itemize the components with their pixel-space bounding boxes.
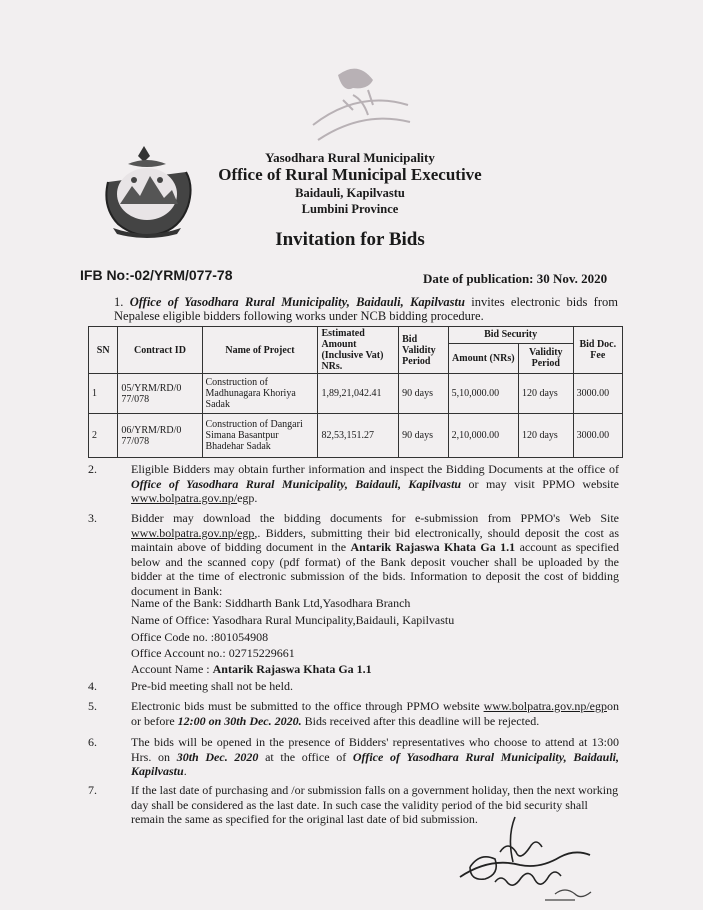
ppmo-link[interactable]: www.bolpatra.gov.np/ (131, 491, 238, 505)
paragraph-number: 1. (114, 295, 124, 309)
paragraph-text: Electronic bids must be submitted to the office through PPMO website (131, 699, 484, 713)
paragraph-5 (131, 699, 619, 728)
paragraph-text: on or before (131, 699, 619, 728)
table-row (89, 374, 623, 414)
bank-name: Name of the Bank: Siddharth Bank Ltd,Yasodhara Branch (131, 596, 411, 610)
cell-project: Construction of Dangari Simana Basantpur Bhadehar Sadak (202, 414, 318, 458)
office-name: Office of Rural Municipal Executive (218, 165, 482, 184)
col-header-bid-security: Bid Security (448, 327, 573, 344)
cell-security-amount: 5,10,000.00 (448, 374, 518, 414)
paragraph-text: egp. (237, 491, 258, 505)
col-header-validity: Bid Validity Period (399, 327, 448, 374)
account-name (131, 662, 372, 677)
publication-date-value: 30 Nov. 2020 (536, 271, 608, 286)
office-reference: Office of Yasodhara Rural Municipality, Baidauli, Kapilvastu (131, 749, 619, 778)
cell-security-amount: 2,10,000.00 (448, 414, 518, 458)
paragraph-text: Eligible Bidders may obtain further information and inspect the Bidding Documents at the office of (131, 462, 619, 476)
cell-fee: 3000.00 (573, 374, 622, 414)
cell-fee: 3000.00 (573, 414, 622, 458)
cell-contract-id: 05/YRM/RD/0 77/078 (118, 374, 202, 414)
paragraph-7: If the last date of purchasing and /or submission falls on a government holiday, then the next working day shall be considered as the last date. In such case the validity period of the bid security shall remain the same as specified for the original last date of bid submission. (131, 783, 619, 826)
paragraph-text: invites electronic bids from Nepalese eligible bidders following works under NCB bidding procedure. (114, 295, 618, 323)
table-row (89, 414, 623, 458)
office-stamp-icon (298, 55, 418, 160)
paragraph-text: Bidder may download the bidding documents for e-submission from PPMO's Web Site (131, 511, 619, 525)
paragraph-number: 4. (88, 679, 97, 693)
office-reference: Office of Yasodhara Rural Municipality, Baidauli, Kapilvastu (131, 476, 462, 491)
cell-amount: 82,53,151.27 (318, 414, 399, 458)
paragraph-2 (131, 462, 619, 506)
cell-validity: 90 days (399, 414, 448, 458)
office-account: Office Account no.: 02715229661 (131, 646, 295, 660)
cell-amount: 1,89,21,042.41 (318, 374, 399, 414)
office-name-line: Name of Office: Yasodhara Rural Muncipality,Baidauli, Kapilvastu (131, 613, 455, 627)
ifb-number: IFB No:-02/YRM/077-78 (80, 267, 233, 283)
paragraph-text: . (183, 764, 187, 778)
ppmo-link[interactable]: www.bolpatra.gov.np/egp (483, 699, 607, 713)
office-code: Office Code no. :801054908 (131, 630, 269, 644)
paragraph-number: 5. (88, 699, 97, 713)
cell-sn: 2 (89, 414, 118, 458)
publication-date-label: Date of publication: (423, 271, 534, 286)
paragraph-text: account as specified below and the scanned copy (pdf format) of the Bank deposit voucher shall be uploaded by the bidder at the time of electronic submission of the bids. Information to deposit the cost of bidding document in Bank: (131, 540, 620, 598)
cell-validity: 90 days (399, 374, 448, 414)
cell-project: Construction of Madhunagara Khoriya Sadak (202, 374, 318, 414)
paragraph-text: or may visit PPMO website (461, 476, 619, 491)
paragraph-text: The bids will be opened in the presence of Bidders' representatives who choose to attend at 13:00 Hrs. on (131, 735, 619, 764)
col-header-amount: Estimated Amount (Inclusive Vat) NRs. (318, 327, 399, 374)
address-line-1: Baidauli, Kapilvastu (295, 186, 405, 200)
col-header-contract-id: Contract ID (118, 327, 202, 374)
paragraph-number: 2. (88, 462, 97, 476)
cell-security-validity: 120 days (518, 374, 573, 414)
deadline: 12:00 on 30th Dec. 2020. (177, 713, 302, 728)
account-reference: Antarik Rajaswa Khata Ga 1.1 (350, 540, 516, 554)
paragraph-1 (114, 295, 618, 323)
cell-security-validity: 120 days (518, 414, 573, 458)
paragraph-3 (131, 511, 619, 598)
paragraph-number: 6. (88, 735, 97, 749)
paragraph-text: Bids received after this deadline will be rejected. (301, 713, 540, 728)
col-header-fee: Bid Doc. Fee (573, 327, 622, 374)
cell-contract-id: 06/YRM/RD/0 77/078 (118, 414, 202, 458)
municipality-name: Yasodhara Rural Municipality (265, 150, 435, 165)
col-header-security-validity: Validity Period (518, 343, 573, 373)
bids-table (88, 326, 623, 458)
address-line-2: Lumbini Province (301, 202, 399, 216)
paragraph-text: at the office of (258, 749, 353, 764)
account-name-label: Account Name : (131, 662, 213, 676)
signature-icon (450, 812, 630, 907)
paragraph-number: 7. (88, 783, 97, 797)
paragraph-text: ,. Bidders, submitting their bid electronically, should deposit the cost as maintain above of bidding document in the (131, 525, 619, 554)
opening-date: 30th Dec. 2020 (176, 749, 259, 764)
cell-sn: 1 (89, 374, 118, 414)
account-name-value: Antarik Rajaswa Khata Ga 1.1 (212, 662, 372, 676)
paragraph-6 (131, 735, 619, 779)
office-reference: Office of Yasodhara Rural Municipality, Baidauli, Kapilvastu (129, 295, 465, 309)
publication-date (423, 271, 607, 287)
paragraph-4: Pre-bid meeting shall not be held. (131, 679, 293, 693)
col-header-sn: SN (89, 327, 118, 374)
page-title: Invitation for Bids (275, 229, 425, 250)
col-header-security-amount: Amount (NRs) (448, 343, 518, 373)
ppmo-link[interactable]: www.bolpatra.gov.np/egp (131, 525, 255, 540)
paragraph-number: 3. (88, 511, 97, 525)
col-header-project: Name of Project (202, 327, 318, 374)
